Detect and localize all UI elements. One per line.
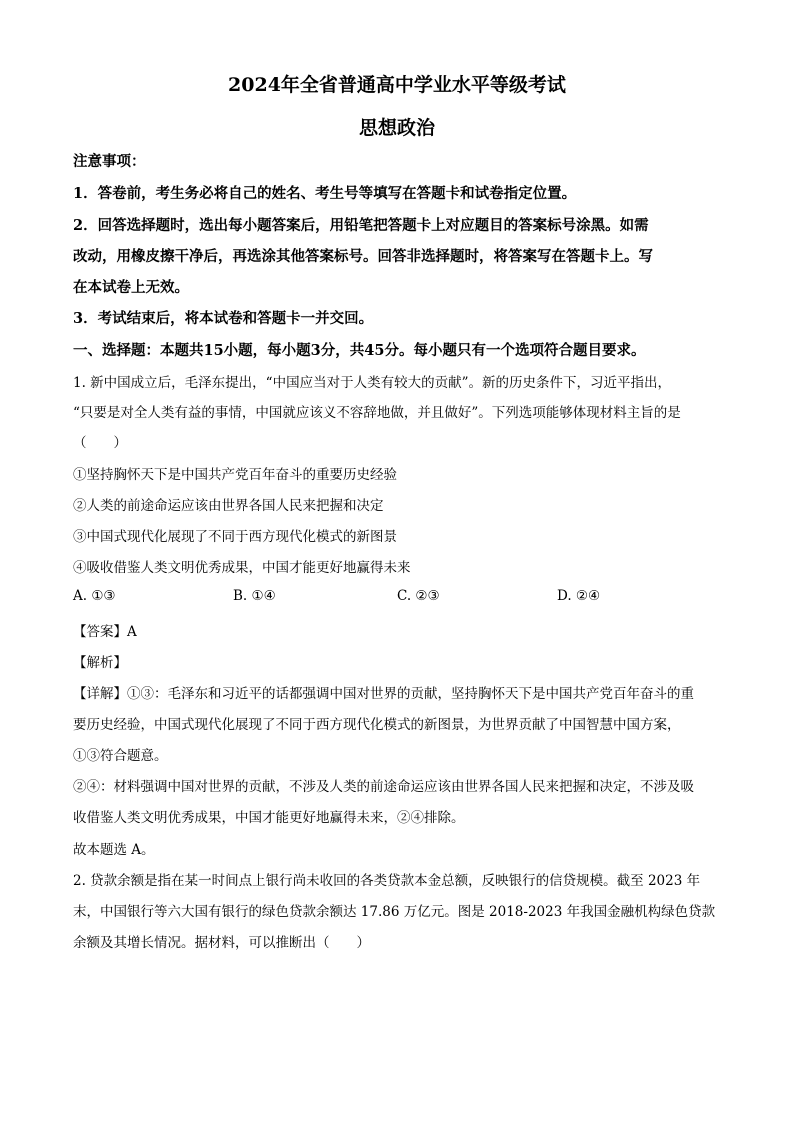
q1-item-1: ①坚持胸怀天下是中国共产党百年奋斗的重要历史经验 <box>73 467 397 483</box>
q1-item-4: ④吸收借鉴人类文明优秀成果，中国才能更好地赢得未来 <box>73 560 411 576</box>
q1-item-2: ②人类的前途命运应该由世界各国人民来把握和决定 <box>73 498 384 514</box>
q1-stem-line-3: （ ） <box>73 435 127 451</box>
q1-stem-line-1: 1. 新中国成立后，毛泽东提出，“中国应当对于人类有较大的贡献”。新的历史条件下，习近平指出， <box>73 375 671 391</box>
note-line-5: 3．考试结束后，将本试卷和答题卡一并交回。 <box>73 310 374 327</box>
note-line-1: 1．答卷前，考生务必将自己的姓名、考生号等填写在答题卡和试卷指定位置。 <box>73 185 577 202</box>
q2-stem-line-1: 2. 贷款余额是指在某一时间点上银行尚未收回的各类贷款本金总额，反映银行的信贷规模。截至 2023 年 <box>73 873 701 889</box>
q1-detail-line-5: 收借鉴人类文明优秀成果，中国才能更好地赢得未来，②④排除。 <box>73 810 465 826</box>
q2-stem-line-2: 末，中国银行等六大国有银行的绿色贷款余额达 17.86 万亿元。图是 2018-2023 年我国金融机构绿色贷款 <box>73 904 716 920</box>
note-line-2: 2．回答选择题时，选出每小题答案后，用铅笔把答题卡上对应题目的答案标号涂黑。如需 <box>73 217 649 234</box>
q2-stem-line-3: 余额及其增长情况。据材料，可以推断出（ ） <box>73 935 370 951</box>
q1-detail-line-2: 要历史经验，中国式现代化展现了不同于西方现代化模式的新图景，为世界贡献了中国智慧中国方案， <box>73 717 681 733</box>
q1-detail-line-3: ①③符合题意。 <box>73 748 168 764</box>
q1-option-a: A. ①③ <box>73 588 116 604</box>
q1-answer <box>73 620 137 640</box>
q1-option-c: C. ②③ <box>397 588 440 604</box>
answer-value: A <box>127 624 137 640</box>
note-line-3: 改动，用橡皮擦干净后，再选涂其他答案标号。回答非选择题时，将答案写在答题卡上。写 <box>73 248 653 265</box>
answer-label: 【答案】 <box>73 624 127 640</box>
q1-item-3: ③中国式现代化展现了不同于西方现代化模式的新图景 <box>73 529 397 545</box>
q1-analysis-label: 【解析】 <box>73 655 127 671</box>
q1-detail-line-1: 【详解】①③：毛泽东和习近平的话都强调中国对世界的贡献，坚持胸怀天下是中国共产党百年奋斗的重 <box>73 686 694 702</box>
q1-option-b: B. ①④ <box>233 588 276 604</box>
subject-title: 思想政治 <box>358 117 435 139</box>
exam-title: 2024年全省普通高中学业水平等级考试 <box>228 74 566 96</box>
q1-option-d: D. ②④ <box>557 588 601 604</box>
q1-detail-line-6: 故本题选 A。 <box>73 842 155 858</box>
note-line-4: 在本试卷上无效。 <box>73 279 189 296</box>
q1-detail-line-4: ②④：材料强调中国对世界的贡献，不涉及人类的前途命运应该由世界各国人民来把握和决定，不涉及吸 <box>73 779 694 795</box>
section-heading: 一、选择题：本题共15小题，每小题3分，共45分。每小题只有一个选项符合题目要求。 <box>73 342 646 359</box>
notes-heading: 注意事项： <box>73 153 146 170</box>
q1-stem-line-2: “只要是对全人类有益的事情，中国就应该义不容辞地做，并且做好”。下列选项能够体现材料主旨的是 <box>73 405 681 421</box>
